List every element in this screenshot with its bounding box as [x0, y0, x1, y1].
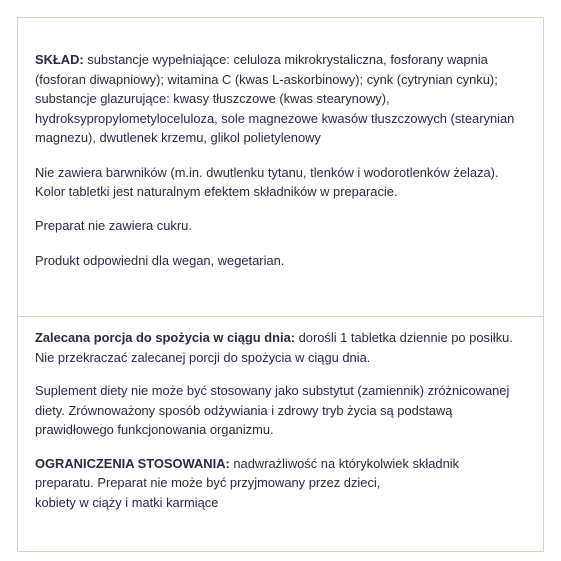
supplement-line: Suplement diety nie może być stosowany jako substytut (zamiennik) zróżnicowanej [35, 383, 510, 398]
dosage-line [35, 328, 543, 348]
restrictions-line: kobiety w ciąży i matki karmiące [35, 494, 219, 510]
composition-heading: SKŁAD: [35, 52, 84, 67]
composition-paragraph [35, 50, 543, 148]
restrictions-heading: OGRANICZENIA STOSOWANIA: [35, 455, 230, 471]
composition-text: substancje wypełniające: celuloza mikrokrystaliczna, fosforany wapnia [83, 52, 488, 67]
restrictions-line: preparatu. Preparat nie może być przyjmowany przez dzieci, [35, 475, 381, 490]
composition-section [17, 17, 544, 317]
dosage-line: Nie przekraczać zalecanej porcji do spożycia w ciągu dnia. [35, 349, 371, 365]
dyes-paragraph [35, 163, 543, 202]
vegan-note: Produkt odpowiedni dla wegan, wegetarian. [35, 253, 285, 268]
supplement-line: prawidłowego funkcjonowania organizmu. [35, 422, 274, 437]
composition-line: magnezu), dwutlenek krzemu, glikol polietylenowy [35, 130, 321, 145]
dosage-section [17, 316, 544, 552]
composition-line [35, 50, 543, 70]
dosage-heading: Zalecana porcja do spożycia w ciągu dnia: [35, 330, 296, 345]
dyes-line: Kolor tabletki jest naturalnym efektem składników w preparacie. [35, 184, 398, 199]
supplement-line: diety. Zrównoważony sposób odżywiania i zdrowy tryb życia są podstawą [35, 402, 453, 418]
restrictions-line [35, 454, 543, 474]
composition-line: (fosforan diwapniowy); witamina C (kwas L-askorbinowy); cynk (cytrynian cynku); [35, 71, 498, 87]
dyes-line: Nie zawiera barwników (m.in. dwutlenku tytanu, tlenków i wodorotlenków żelaza). [35, 164, 499, 180]
composition-line: substancje glazurujące: kwasy tłuszczowe (kwas stearynowy), [35, 91, 390, 106]
dosage-paragraph [35, 328, 543, 367]
supplement-paragraph [35, 381, 543, 440]
composition-line: hydroksypropylometyloceluloza, sole magnezowe kwasów tłuszczowych (stearynian [35, 110, 515, 126]
dosage-text: dorośli 1 tabletka dziennie po posiłku. [295, 330, 513, 345]
sugar-note: Preparat nie zawiera cukru. [35, 217, 192, 233]
restrictions-paragraph [35, 454, 543, 513]
restrictions-text: nadwrażliwość na którykolwiek składnik [229, 455, 460, 471]
